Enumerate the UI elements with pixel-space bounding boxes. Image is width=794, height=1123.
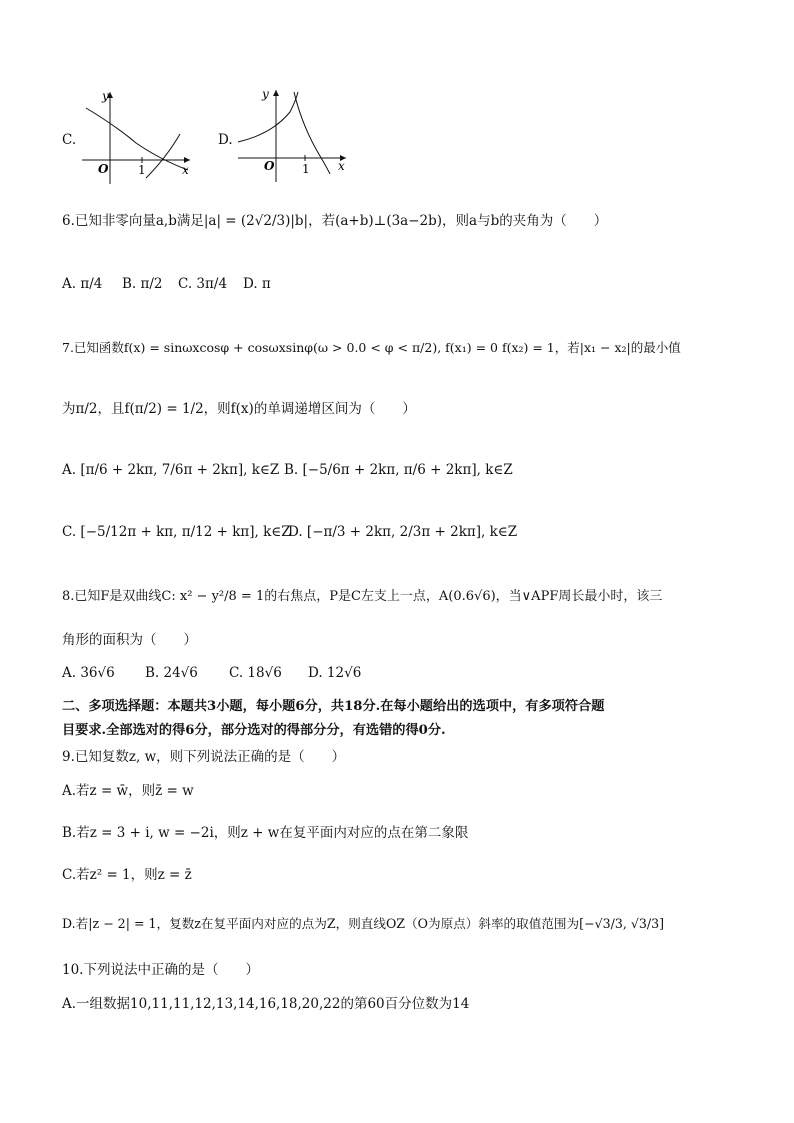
q9-option-a: A.若z = w̄，则z̄ = w <box>62 783 194 799</box>
graph-d <box>232 86 352 186</box>
q6-option-b: B. π/2 <box>122 276 163 292</box>
q7-stem-line1: 7.已知函数f(x) = sinωxcosφ + cosωxsinφ(ω > 0.0 < φ < π/2), f(x₁) = 0 f(x₂) = 1，若|x₁ − x₂|的最小值 <box>62 340 681 355</box>
q9-option-d: D.若|z − 2| = 1，复数z在复平面内对应的点为Z，则直线OZ（O为原点）斜率的取值范围为[−√3/3, √3/3] <box>62 916 665 931</box>
q8-option-a: A. 36√6 <box>62 665 115 681</box>
q8-stem-line2: 角形的面积为（ ） <box>62 632 197 648</box>
graph-d-origin: O <box>264 159 275 173</box>
graph-d-one: 1 <box>302 162 310 176</box>
graph-c-label: C. <box>62 132 77 148</box>
q6-option-d: D. π <box>243 276 271 292</box>
graph-c-y-label: y <box>102 89 109 103</box>
section-2-header-line2: 目要求.全部选对的得6分，部分选对的得部分分，有选错的得0分. <box>62 723 446 738</box>
graph-c <box>76 88 196 188</box>
graph-c-one: 1 <box>138 163 146 177</box>
q9-stem: 9.已知复数z, w，则下列说法正确的是（ ） <box>62 749 346 765</box>
q6-option-a: A. π/4 <box>62 276 103 292</box>
graph-d-y-label: y <box>262 87 269 101</box>
q6-stem: 6.已知非零向量a,b满足|a| = (2√2/3)|b|，若(a+b)⊥(3a−2b)，则a与b的夹角为（ ） <box>62 213 608 229</box>
q8-stem-line1: 8.已知F是双曲线C: x² − y²/8 = 1的右焦点，P是C左支上一点，A(0.6√6)，当∨APF周长最小时，该三 <box>62 589 663 604</box>
q7-stem-line2: 为π/2，且f(π/2) = 1/2，则f(x)的单调递增区间为（ ） <box>62 401 416 417</box>
graph-d-x-label: x <box>338 159 345 173</box>
q9-option-b: B.若z = 3 + i, w = −2i，则z + w在复平面内对应的点在第二象限 <box>62 825 469 841</box>
graph-d-label: D. <box>218 132 233 148</box>
q6-option-c: C. 3π/4 <box>178 276 228 292</box>
q7-option-c: C. [−5/12π + kπ, π/12 + kπ], k∈Z <box>62 524 291 540</box>
q8-option-b: B. 24√6 <box>145 665 198 681</box>
q10-option-a: A.一组数据10,11,11,12,13,14,16,18,20,22的第60百分位数为14 <box>62 996 470 1012</box>
q7-option-b: B. [−5/6π + 2kπ, π/6 + 2kπ], k∈Z <box>284 462 513 478</box>
graph-c-origin: O <box>98 162 109 176</box>
q8-option-d: D. 12√6 <box>308 665 362 681</box>
q8-option-c: C. 18√6 <box>229 665 282 681</box>
q7-option-d: D. [−π/3 + 2kπ, 2/3π + 2kπ], k∈Z <box>288 524 518 540</box>
q7-option-a: A. [π/6 + 2kπ, 7/6π + 2kπ], k∈Z <box>62 462 280 478</box>
section-2-header-line1: 二、多项选择题：本题共3小题，每小题6分，共18分.在每小题给出的选项中，有多项符合题 <box>62 699 605 714</box>
graph-c-x-label: x <box>182 163 189 177</box>
q9-option-c: C.若z² = 1，则z = z̄ <box>62 867 192 883</box>
q10-stem: 10.下列说法中正确的是（ ） <box>62 962 259 978</box>
